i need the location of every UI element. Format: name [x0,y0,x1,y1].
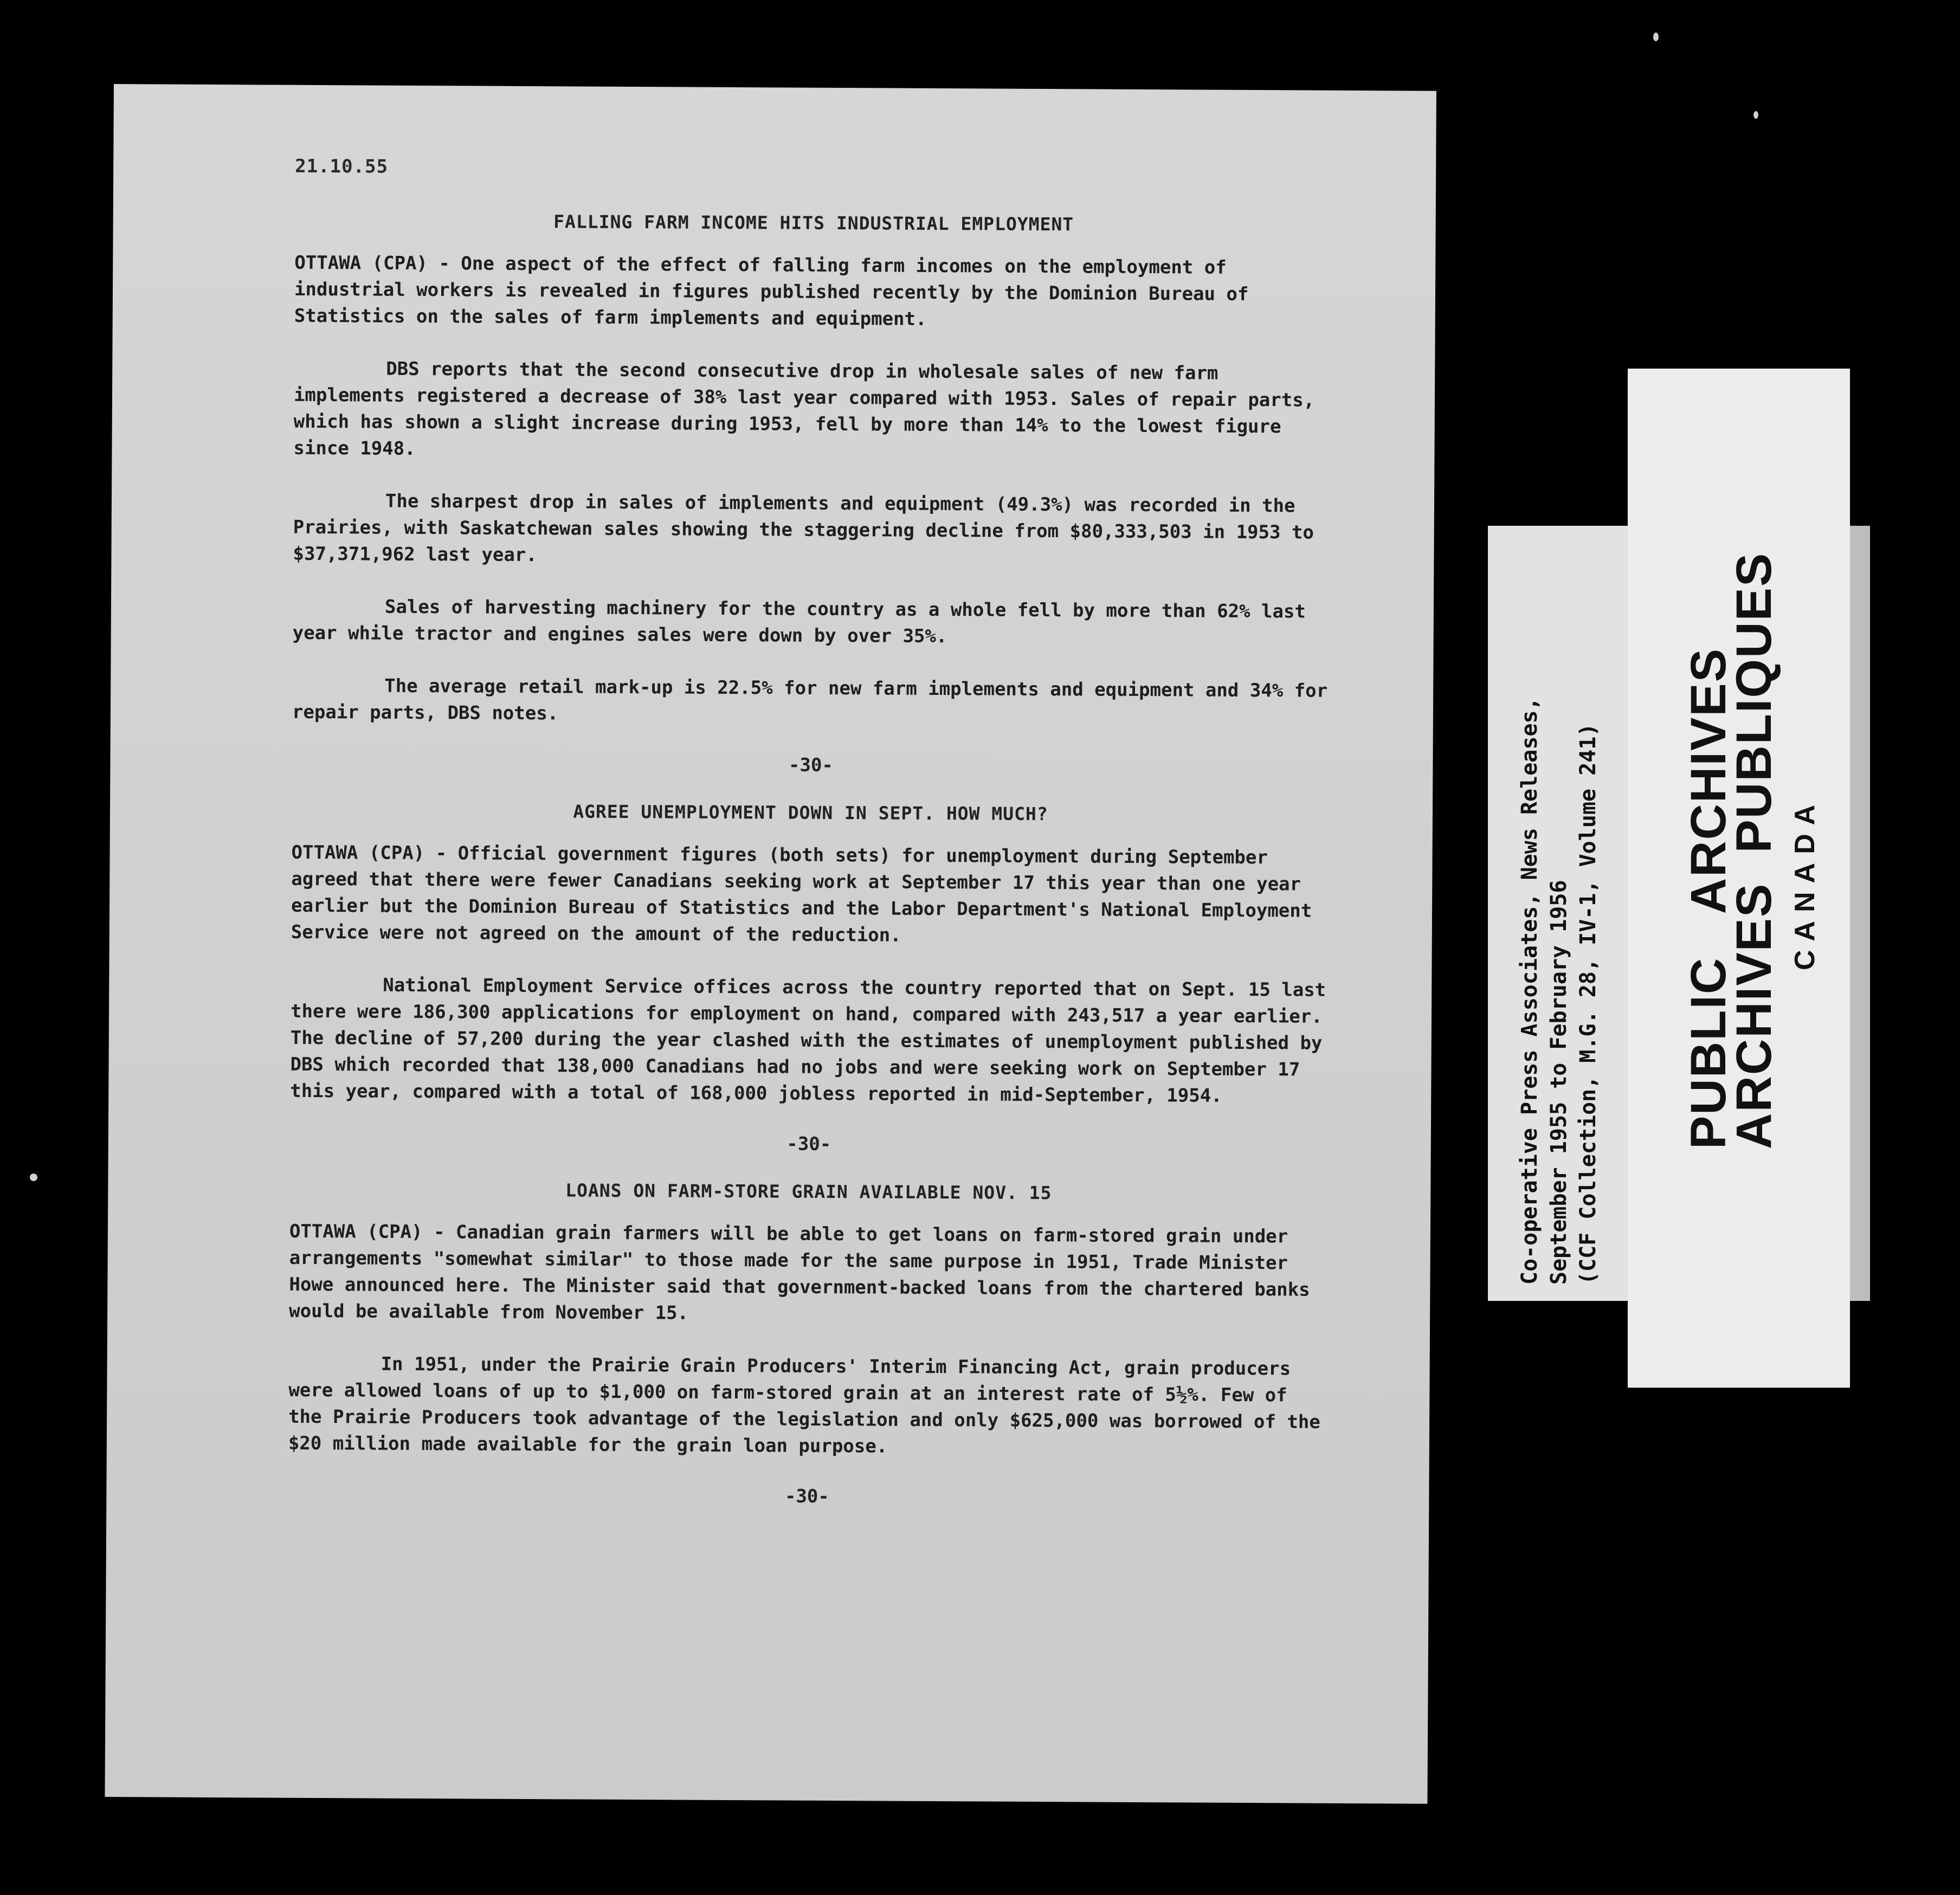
citation-line: (CCF Collection, M.G. 28, IV-1, Volume 241) [1576,723,1601,1285]
article-paragraph: In 1951, under the Prairie Grain Producers' Interim Financing Act, grain producers were allowed loans of up to $1,000 on farm-stored grain at an interest rate of 5½%. Few of the Prairie Producers took advantage of the legislation and only $625,000 was borrowed of the $20 million made available for the grain loan purpose. [288,1353,1320,1458]
article-paragraph: DBS reports that the second consecutive drop in wholesale sales of new farm implements registered a decrease of 38% last year compared with 1953. Sales of repair parts, which has shown a slight increase during 1953, fell by more than 14% to the lowest figure since 1948. [293,358,1315,460]
end-mark: -30- [788,754,833,776]
scan-speck [1653,33,1659,41]
article-headline: AGREE UNEMPLOYMENT DOWN IN SEPT. HOW MUCH? [573,801,1048,825]
scan-speck [30,1174,37,1181]
scan-speck [1753,111,1758,119]
article-paragraph: OTTAWA (CPA) - Official government figures (both sets) for unemployment during September agreed that there were fewer Canadians seeking work at September 17 this year than one year earlier but the Dominion Bureau of Statistics and the Labor Department's National Employment Service were not agreed on the amount of the reduction. [291,841,1312,946]
citation-text [1515,697,1603,1285]
article-paragraph: The sharpest drop in sales of implements and equipment (49.3%) was recorded in the Prairies, with Saskatchewan sales showing the staggering decline from $80,333,503 in 1953 to $37,371,962 last year. [293,490,1314,566]
citation-line: Co-operative Press Associates, News Releases, [1517,697,1542,1285]
archives-line-english: PUBLIC ARCHIVES [1681,647,1736,1149]
document-page [105,84,1436,1804]
article-paragraph: OTTAWA (CPA) - Canadian grain farmers will be able to get loans on farm-stored grain under arrangements "somewhat similar" to those made for the same purpose in 1951, Trade Minister Howe announced here. The Minister said that government-backed loans from the chartered banks would be available from November 15. [289,1220,1310,1324]
article-paragraph: Sales of harvesting machinery for the country as a whole fell by more than 62% last year while tractor and engines sales were down by over 35%. [292,596,1306,648]
article-grain-loans [288,1178,1327,1510]
article-farm-income [292,210,1332,779]
archives-stamp [1681,552,1782,1149]
archives-country: CANADA [1789,796,1821,970]
article-headline: LOANS ON FARM-STORE GRAIN AVAILABLE NOV. 15 [565,1179,1052,1204]
document-date: 21.10.55 [295,155,389,178]
card-shadow [1848,526,1870,1301]
article-paragraph: National Employment Service offices across the country reported that on Sept. 15 last there were 186,300 applications for employment on hand, compared with 243,517 a year earlier. The decline of 57,200 during the year clashed with the estimates of unemployment published by DBS which recorded that 138,000 Canadians had no jobs and were seeking work on September 17 this year, compared with a total of 168,000 jobless reported in mid-September, 1954. [290,974,1326,1107]
end-mark: -30- [784,1485,829,1507]
archives-line-french: ARCHIVES PUBLIQUES [1726,552,1782,1149]
article-paragraph: The average retail mark-up is 22.5% for new farm implements and equipment and 34% for repair parts, DBS notes. [292,675,1328,725]
article-headline: FALLING FARM INCOME HITS INDUSTRIAL EMPLOYMENT [553,211,1074,235]
end-mark: -30- [786,1133,831,1155]
article-unemployment [290,800,1330,1158]
citation-line: September 1955 to February 1956 [1546,880,1571,1285]
article-paragraph: OTTAWA (CPA) - One aspect of the effect of falling farm incomes on the employment of industrial workers is revealed in figures published recently by the Dominion Bureau of Statistics on the sales of farm implements and equipment. [294,252,1249,330]
